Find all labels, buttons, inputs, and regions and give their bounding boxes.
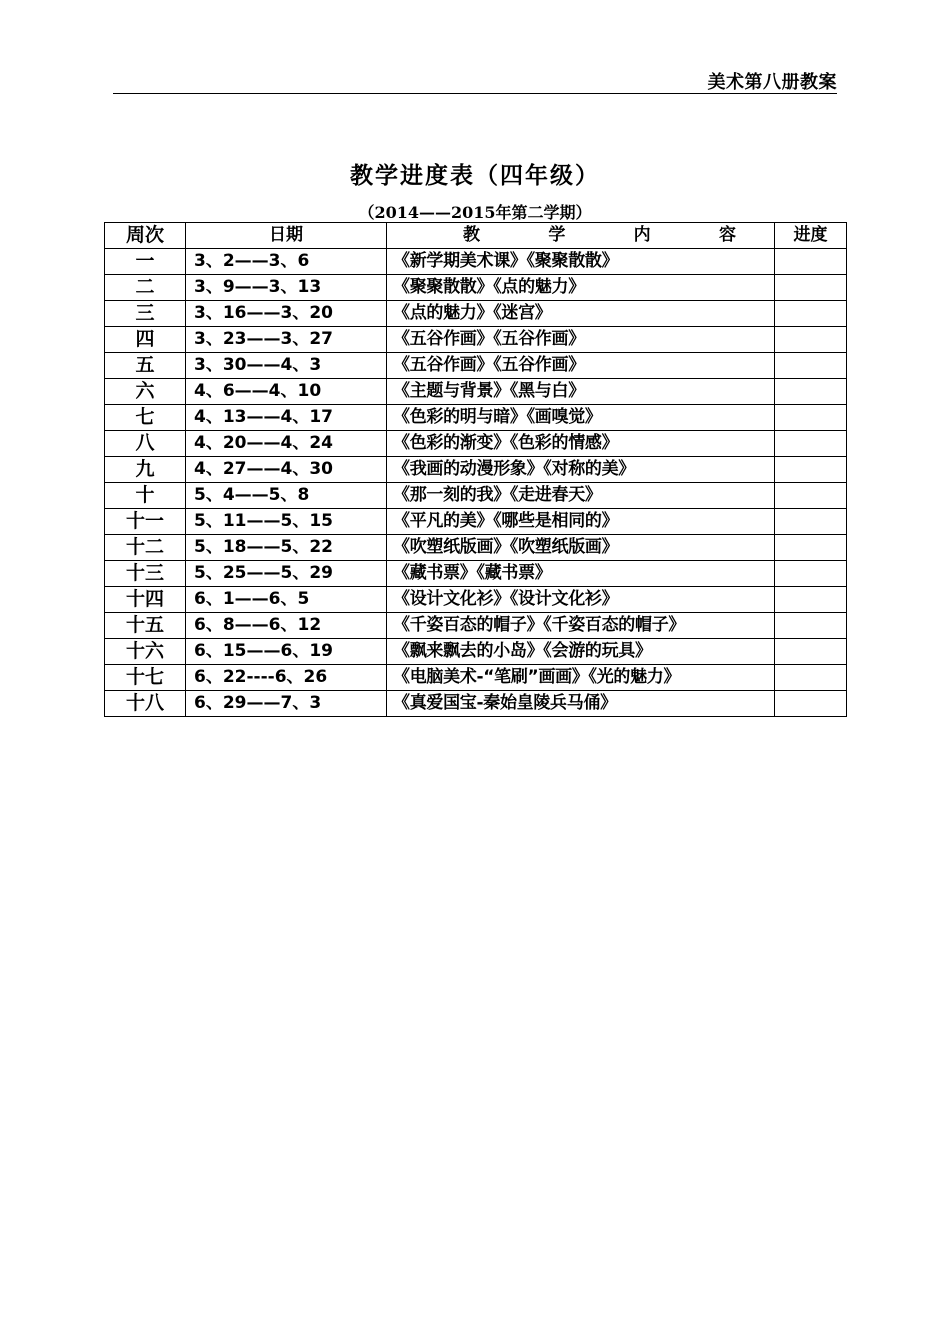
header-date: 日期 — [186, 223, 387, 249]
header-divider — [113, 93, 837, 94]
cell-week: 三 — [105, 301, 186, 327]
cell-content: 《电脑美术-“笔刷”画画》《光的魅力》 — [387, 665, 775, 691]
cell-date: 4、13——4、17 — [186, 405, 387, 431]
cell-week: 十四 — [105, 587, 186, 613]
cell-content: 《吹塑纸版画》《吹塑纸版画》 — [387, 535, 775, 561]
table-row — [105, 457, 847, 483]
cell-date: 5、18——5、22 — [186, 535, 387, 561]
cell-week: 十 — [105, 483, 186, 509]
cell-progress — [775, 613, 847, 639]
schedule-table — [104, 222, 847, 717]
table-row — [105, 249, 847, 275]
table-header-row — [105, 223, 847, 249]
cell-week: 六 — [105, 379, 186, 405]
cell-date: 5、25——5、29 — [186, 561, 387, 587]
cell-date: 3、23——3、27 — [186, 327, 387, 353]
cell-content: 《五谷作画》《五谷作画》 — [387, 327, 775, 353]
cell-content: 《五谷作画》《五谷作画》 — [387, 353, 775, 379]
table-row — [105, 301, 847, 327]
cell-date: 3、9——3、13 — [186, 275, 387, 301]
header-content: 教 学 内 容 — [387, 223, 775, 249]
cell-progress — [775, 509, 847, 535]
cell-week: 十七 — [105, 665, 186, 691]
cell-progress — [775, 561, 847, 587]
table-row — [105, 431, 847, 457]
cell-week: 一 — [105, 249, 186, 275]
cell-week: 十八 — [105, 691, 186, 717]
cell-date: 4、20——4、24 — [186, 431, 387, 457]
cell-date: 5、4——5、8 — [186, 483, 387, 509]
cell-date: 3、16——3、20 — [186, 301, 387, 327]
cell-content: 《色彩的渐变》《色彩的情感》 — [387, 431, 775, 457]
cell-progress — [775, 301, 847, 327]
cell-week: 二 — [105, 275, 186, 301]
page-subtitle: （2014——2015年第二学期） — [358, 203, 592, 222]
cell-progress — [775, 665, 847, 691]
cell-progress — [775, 587, 847, 613]
table-row — [105, 613, 847, 639]
cell-progress — [775, 379, 847, 405]
cell-week: 十二 — [105, 535, 186, 561]
cell-date: 4、6——4、10 — [186, 379, 387, 405]
cell-date: 3、2——3、6 — [186, 249, 387, 275]
header-progress: 进度 — [775, 223, 847, 249]
cell-date: 3、30——4、3 — [186, 353, 387, 379]
cell-date: 6、8——6、12 — [186, 613, 387, 639]
cell-date: 6、22----6、26 — [186, 665, 387, 691]
cell-progress — [775, 353, 847, 379]
cell-progress — [775, 535, 847, 561]
cell-week: 八 — [105, 431, 186, 457]
cell-content: 《主题与背景》《黑与白》 — [387, 379, 775, 405]
table-row — [105, 509, 847, 535]
cell-content: 《设计文化衫》《设计文化衫》 — [387, 587, 775, 613]
cell-progress — [775, 249, 847, 275]
cell-content: 《那一刻的我》《走进春天》 — [387, 483, 775, 509]
cell-progress — [775, 457, 847, 483]
cell-progress — [775, 483, 847, 509]
table-row — [105, 665, 847, 691]
cell-progress — [775, 275, 847, 301]
table-row — [105, 535, 847, 561]
table-row — [105, 275, 847, 301]
cell-progress — [775, 431, 847, 457]
cell-progress — [775, 327, 847, 353]
cell-week: 七 — [105, 405, 186, 431]
cell-week: 十六 — [105, 639, 186, 665]
table-row — [105, 561, 847, 587]
cell-progress — [775, 639, 847, 665]
cell-content: 《点的魅力》《迷宫》 — [387, 301, 775, 327]
schedule-body — [105, 249, 847, 717]
header-week: 周次 — [105, 223, 186, 249]
cell-content: 《聚聚散散》《点的魅力》 — [387, 275, 775, 301]
cell-week: 十一 — [105, 509, 186, 535]
table-row — [105, 691, 847, 717]
cell-week: 五 — [105, 353, 186, 379]
cell-date: 6、29——7、3 — [186, 691, 387, 717]
cell-content: 《真爱国宝-秦始皇陵兵马俑》 — [387, 691, 775, 717]
header-title: 美术第八册教案 — [707, 72, 837, 93]
cell-content: 《我画的动漫形象》《对称的美》 — [387, 457, 775, 483]
table-row — [105, 353, 847, 379]
cell-content: 《色彩的明与暗》《画嗅觉》 — [387, 405, 775, 431]
cell-content: 《藏书票》《藏书票》 — [387, 561, 775, 587]
table-row — [105, 587, 847, 613]
cell-content: 《飘来飘去的小岛》《会游的玩具》 — [387, 639, 775, 665]
cell-progress — [775, 691, 847, 717]
cell-date: 6、1——6、5 — [186, 587, 387, 613]
table-row — [105, 483, 847, 509]
cell-date: 5、11——5、15 — [186, 509, 387, 535]
page-title: 教学进度表（四年级） — [350, 162, 600, 189]
cell-week: 十三 — [105, 561, 186, 587]
cell-content: 《新学期美术课》《聚聚散散》 — [387, 249, 775, 275]
table-row — [105, 327, 847, 353]
cell-content: 《平凡的美》《哪些是相同的》 — [387, 509, 775, 535]
cell-week: 十五 — [105, 613, 186, 639]
cell-content: 《千姿百态的帽子》《千姿百态的帽子》 — [387, 613, 775, 639]
cell-date: 4、27——4、30 — [186, 457, 387, 483]
cell-week: 四 — [105, 327, 186, 353]
table-row — [105, 379, 847, 405]
cell-week: 九 — [105, 457, 186, 483]
table-row — [105, 639, 847, 665]
table-row — [105, 405, 847, 431]
cell-date: 6、15——6、19 — [186, 639, 387, 665]
cell-progress — [775, 405, 847, 431]
